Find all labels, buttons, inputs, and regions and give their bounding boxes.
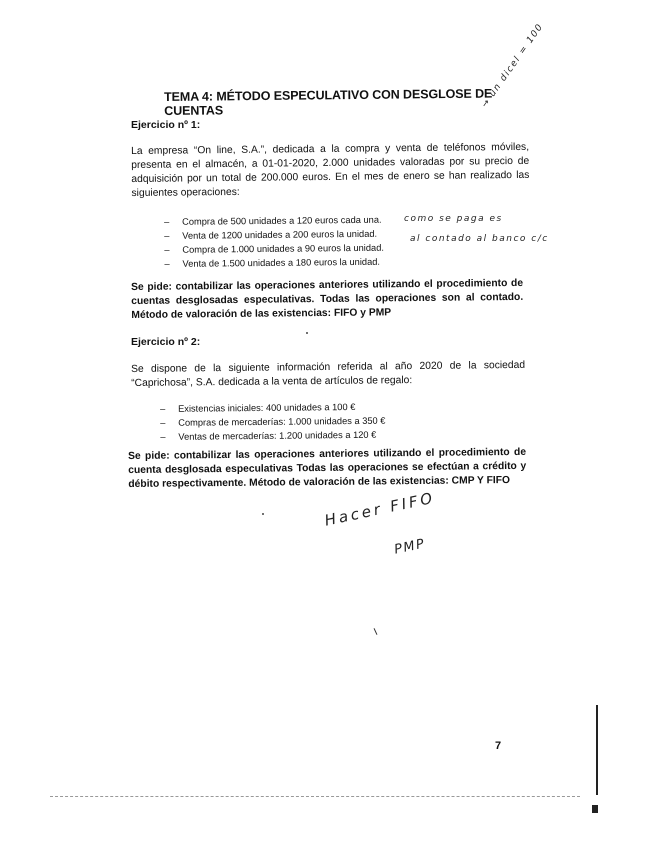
scan-edge-line	[50, 796, 580, 797]
handwritten-hacer-fifo: Hacer FIFO	[323, 488, 437, 530]
handwritten-note-line1: como se paga es	[404, 214, 503, 224]
data-item: – Ventas de mercaderías: 1.200 unidades a 120 €	[160, 427, 400, 444]
exercise-2-items	[160, 399, 400, 444]
operation-item: – Compra de 500 unidades a 120 euros cada una.	[164, 213, 394, 229]
handwritten-corner-note: → un dicel = 100	[480, 21, 546, 110]
exercise-1-operations	[164, 213, 395, 271]
handwritten-note-line2: al contado al banco c/c	[410, 234, 549, 244]
exercise-2-heading: Ejercicio nº 2:	[131, 336, 201, 348]
page-title: TEMA 4: MÉTODO ESPECULATIVO CON DESGLOSE DE CUENTAS	[164, 86, 493, 118]
page-number: 7	[495, 740, 502, 752]
exercise-1-task: Se pide: contabilizar las operaciones anteriores utilizando el procedimiento de cuentas desglosadas especulativas. Todas las operaciones son al contado. Método de valoración de las existencias: FIFO y PMP	[131, 277, 524, 321]
pen-mark	[374, 628, 378, 635]
scan-edge-mark	[592, 805, 598, 813]
exercise-2-task: Se pide: contabilizar las operaciones anteriores utilizando el procedimiento de cuenta desglosada especulativas Todas las operaciones se efectúan a crédito y débito respectivamente. Método de valoración de las existencias: CMP Y FIFO	[128, 446, 527, 490]
scan-edge-mark	[596, 705, 598, 795]
data-item: – Existencias iniciales: 400 unidades a 100 €	[160, 399, 400, 416]
exercise-1-intro: La empresa “On line, S.A.”, dedicada a la compra y venta de teléfonos móviles, presenta en el almacén, a 01-01-2020, 2.000 unidades valoradas por su precio de adquisición por un total de 200.000 euros. En el mes de enero se han realizado las siguientes operaciones:	[131, 141, 530, 199]
handwritten-pmp: PMP	[393, 536, 427, 558]
operation-item: – Venta de 1.500 unidades a 180 euros la unidad.	[164, 255, 394, 271]
data-item: – Compras de mercaderías: 1.000 unidades a 350 €	[160, 413, 400, 430]
operation-item: – Compra de 1.000 unidades a 90 euros la unidad.	[164, 241, 394, 257]
operation-item: – Venta de 1200 unidades a 200 euros la unidad.	[164, 227, 394, 243]
scan-speck	[262, 513, 264, 515]
exercise-1-heading: Ejercicio nº 1:	[131, 119, 201, 131]
scan-speck	[306, 332, 308, 334]
exercise-2-intro: Se dispone de la siguiente información referida al año 2020 de la sociedad “Caprichosa”, S.A. dedicada a la venta de artículos de regalo:	[131, 359, 526, 389]
